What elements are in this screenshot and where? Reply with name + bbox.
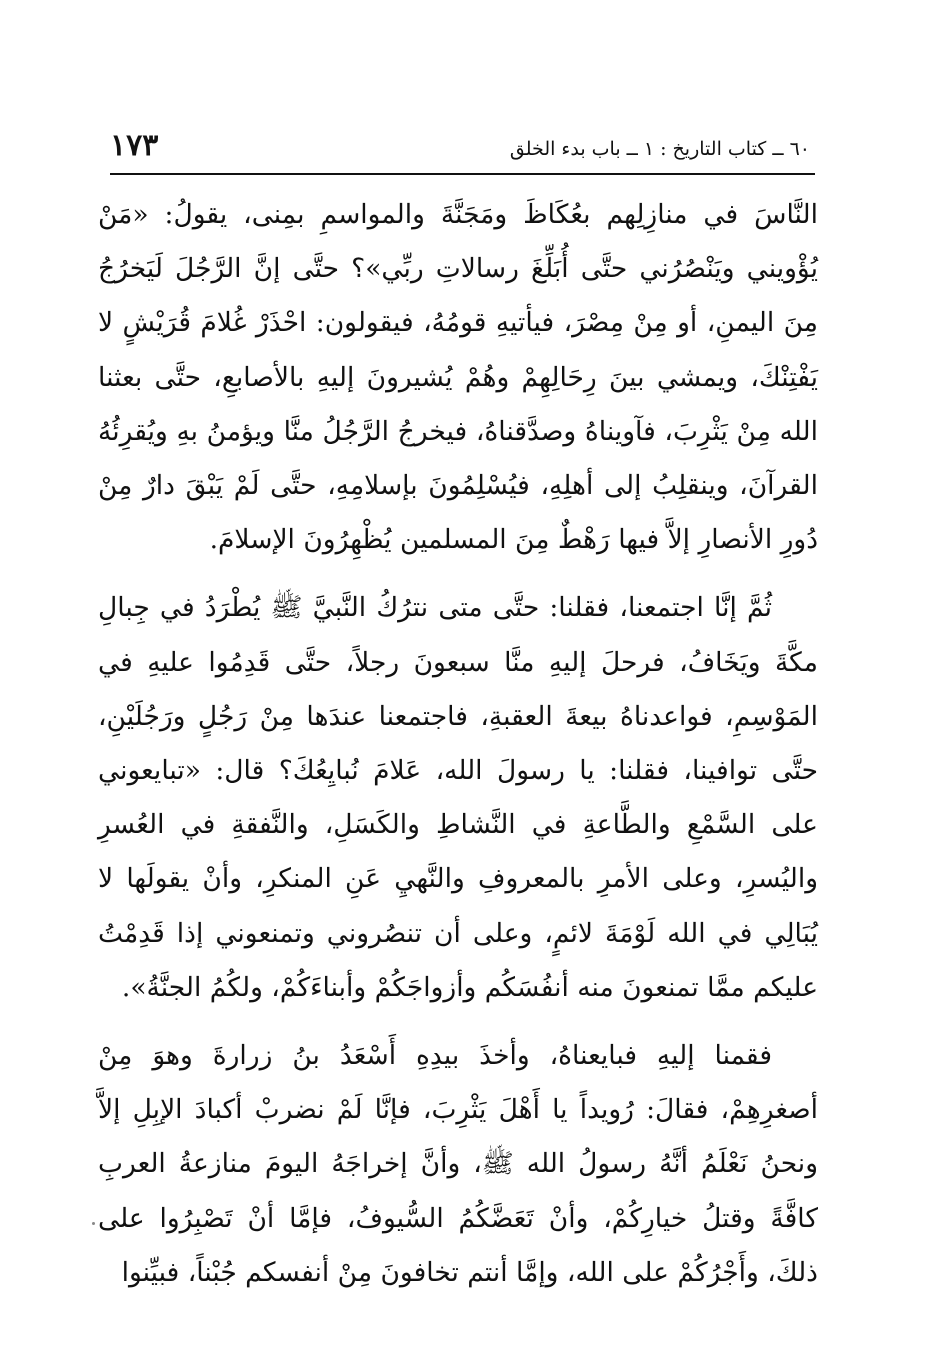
page-number: ١٧٣ (110, 128, 159, 163)
body-text (98, 188, 818, 1300)
paragraph-3: فقمنا إليهِ فبايعناهُ، وأخذَ بيدِهِ أَسْعَدُ بنُ زرارةَ وهوَ مِنْ أصغرِهِمْ، فقالَ: رُويداً يا أَهْلَ يَثْرِبَ، فإنَّا لَمْ نضربْ أكبادَ الإبِلِ إلاَّ ونحنُ نَعْلَمُ أنَّهُ رسولُ الله ﷺ، وأنَّ إخراجَهُ اليومَ منازعةُ العربِ كافَّةً وقتلُ خيارِكُمْ، وأنْ تَعَضَّكُمُ السُّيوفُ، فإمَّا أنْ تَصْبِرُوا على ذلكَ، وأَجْرُكُمْ على الله، وإمَّا أنتم تخافونَ مِنْ أنفسكم جُبْناً، فبيِّنوا (98, 1040, 818, 1288)
paragraph-1: النَّاسَ في منازِلِهم بعُكَاظَ ومَجَنَّةَ والمواسمِ بمِنى، يقولُ: «مَنْ يُؤْويني ويَنْصُرُني حتَّى أُبَلِّغَ رسالاتِ ربِّي»؟ حتَّى إنَّ الرَّجُلَ لَيَخرُجُ مِنَ اليمنِ، أو مِنْ مِصْرَ، فيأتيهِ قومُهُ، فيقولون: احْذَرْ غُلامَ قُرَيْشٍ لا يَفْتِنْكَ، ويمشي بينَ رِحَالِهِمْ وهُمْ يُشيرونَ إليهِ بالأصابعِ، حتَّى بعثنا الله مِنْ يَثْرِبَ، فآويناهُ وصدَّقناهُ، فيخرجُ الرَّجُلُ منَّا ويؤمنُ بهِ ويُقرِئُهُ القرآنَ، وينقلِبُ إلى أهلِهِ، فيُسْلِمُونَ بإسلامِهِ، حتَّى لَمْ يَبْقَ دارٌ مِنْ دُورِ الأنصارِ إلاَّ فيها رَهْطٌ مِنَ المسلمين يُظْهِرُونَ الإسلامَ. (98, 199, 818, 556)
header-rule (110, 173, 815, 175)
scan-speck (92, 1222, 95, 1225)
running-head: ٦٠ ــ كتاب التاريخ : ١ ــ باب بدء الخلق (509, 138, 810, 160)
paragraph-2: ثُمَّ إنَّا اجتمعنا، فقلنا: حتَّى متى نترُكُ النَّبيَّ ﷺ يُطْرَدُ في جِبالِ مكَّةَ ويَخَافُ، فرحلَ إليهِ منَّا سبعونَ رجلاً، حتَّى قَدِمُوا عليهِ في المَوْسِمِ، فواعدناهُ بيعةَ العقبةِ، فاجتمعنا عندَها مِنْ رَجُلٍ ورَجُلَيْنِ، حتَّى توافينا، فقلنا: يا رسولَ الله، عَلامَ نُبايِعُكَ؟ قال: «تبايعوني على السَّمْعِ والطَّاعةِ في النَّشاطِ والكَسَلِ، والنَّفقةِ في العُسرِ واليُسرِ، وعلى الأمرِ بالمعروفِ والنَّهيِ عَنِ المنكرِ، وأنْ يقولَها لا يُبَالِي في الله لَوْمَةَ لائمٍ، وعلى أن تنصُروني وتمنعوني إذا قَدِمْتُ عليكم ممَّا تمنعونَ منه أنفُسَكُم وأزواجَكُمْ وأبناءَكُمْ، ولكُمُ الجنَّةُ». (98, 592, 818, 1003)
page-header (110, 120, 810, 172)
